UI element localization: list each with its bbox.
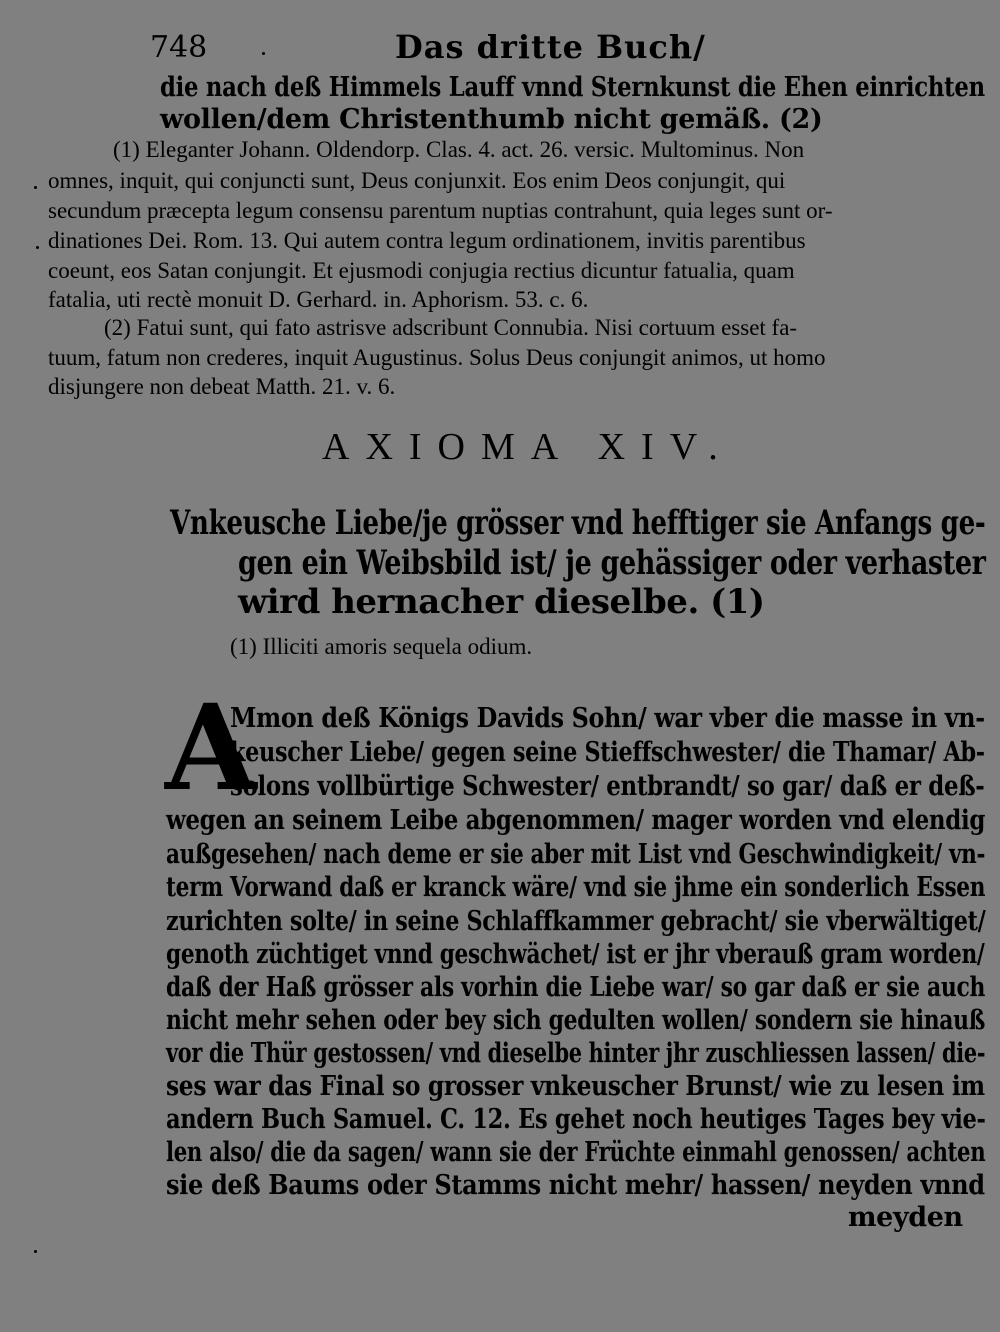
text-line: außgesehen/ nach deme er sie aber mit List vnd Geschwindigkeit/ vn- (166, 839, 986, 870)
speck-mark (34, 186, 37, 189)
text-line: daß der Haß grösser als vorhin die Liebe war/ so gar daß er sie auch (166, 972, 986, 1003)
speck-mark (36, 246, 39, 249)
footnote-line: tuum, fatum non crederes, inquit Augustinus. Solus Deus conjungit animos, ut homo (48, 345, 826, 370)
text-line: die nach deß Himmels Lauff vnnd Sternkunst die Ehen einrichten (160, 72, 985, 103)
footnote-line: fatalia, uti rectè monuit D. Gerhard. in. Aphorism. 53. c. 6. (48, 287, 589, 312)
text-line: Mmon deß Königs Davids Sohn/ war vber die masse in vn- (230, 703, 985, 734)
text-line: wegen an seinem Leibe abgenommen/ mager worden vnd elendig (166, 805, 986, 836)
text-line: ses war das Final so grosser vnkeuscher Brunst/ wie zu lesen im (166, 1071, 985, 1102)
footnote-line: (1) Eleganter Johann. Oldendorp. Clas. 4. act. 26. versic. Multominus. Non (113, 137, 805, 162)
speck-mark (262, 52, 265, 55)
text-line: andern Buch Samuel. C. 12. Es gehet noch heutiges Tages bey vie- (166, 1104, 986, 1135)
drop-cap: A (165, 678, 257, 817)
footnote-line: (2) Fatui sunt, qui fato astrisve adscribunt Connubia. Nisi cortuum esset fa- (104, 315, 798, 340)
text-line: solons vollbürtige Schwester/ entbrandt/ so gar/ daß er deß- (230, 771, 985, 802)
page-number: 748 (150, 30, 208, 65)
axiom-line: wird hernacher dieselbe. (1) (238, 582, 765, 622)
catchword: meyden (848, 1202, 963, 1233)
footnote-line: coeunt, eos Satan conjungit. Et ejusmodi conjugia rectius dicuntur fatualia, quam (48, 258, 795, 283)
text-line: zurichten solte/ in seine Schlaffkammer gebracht/ sie vberwältiget/ (166, 906, 986, 937)
text-line: keuscher Liebe/ gegen seine Stieffschwester/ die Thamar/ Ab- (230, 737, 985, 768)
text-line: len also/ die da sagen/ wann sie der Früchte einmahl genossen/ achten (166, 1137, 986, 1168)
axiom-note: (1) Illiciti amoris sequela odium. (230, 634, 533, 659)
text-line: vor die Thür gestossen/ vnd dieselbe hinter jhr zuschliessen lassen/ die- (166, 1038, 986, 1069)
text-line: term Vorwand daß er kranck wäre/ vnd sie jhme ein sonderlich Essen (166, 872, 986, 903)
text-line: sie deß Baums oder Stamms nicht mehr/ hassen/ neyden vnnd (166, 1170, 985, 1201)
text-line: genoth züchtiget vnnd geschwächet/ ist er jhr vberauß gram worden/ (166, 939, 985, 970)
footnote-line: disjungere non debeat Matth. 21. v. 6. (48, 374, 396, 399)
footnote-line: dinationes Dei. Rom. 13. Qui autem contra legum ordinationem, invitis parentibus (48, 228, 806, 253)
running-header: Das dritte Buch/ (395, 28, 706, 66)
axiom-heading: AXIOMA XIV. (322, 426, 734, 468)
text-line: wollen/dem Christenthumb nicht gemäß. (2) (160, 104, 823, 135)
footnote-line: omnes, inquit, qui conjuncti sunt, Deus conjunxit. Eos enim Deos conjungit, qui (48, 168, 786, 193)
speck-mark (34, 1250, 37, 1253)
axiom-line: gen ein Weibsbild ist/ je gehässiger oder verhaster (238, 543, 986, 583)
axiom-line: Vnkeusche Liebe/je grösser vnd hefftiger sie Anfangs ge- (170, 503, 986, 543)
text-line: nicht mehr sehen oder bey sich gedulten wollen/ sondern sie hinauß (166, 1005, 985, 1036)
footnote-line: secundum præcepta legum consensu parentum nuptias contrahunt, quia leges sunt or- (48, 198, 833, 223)
